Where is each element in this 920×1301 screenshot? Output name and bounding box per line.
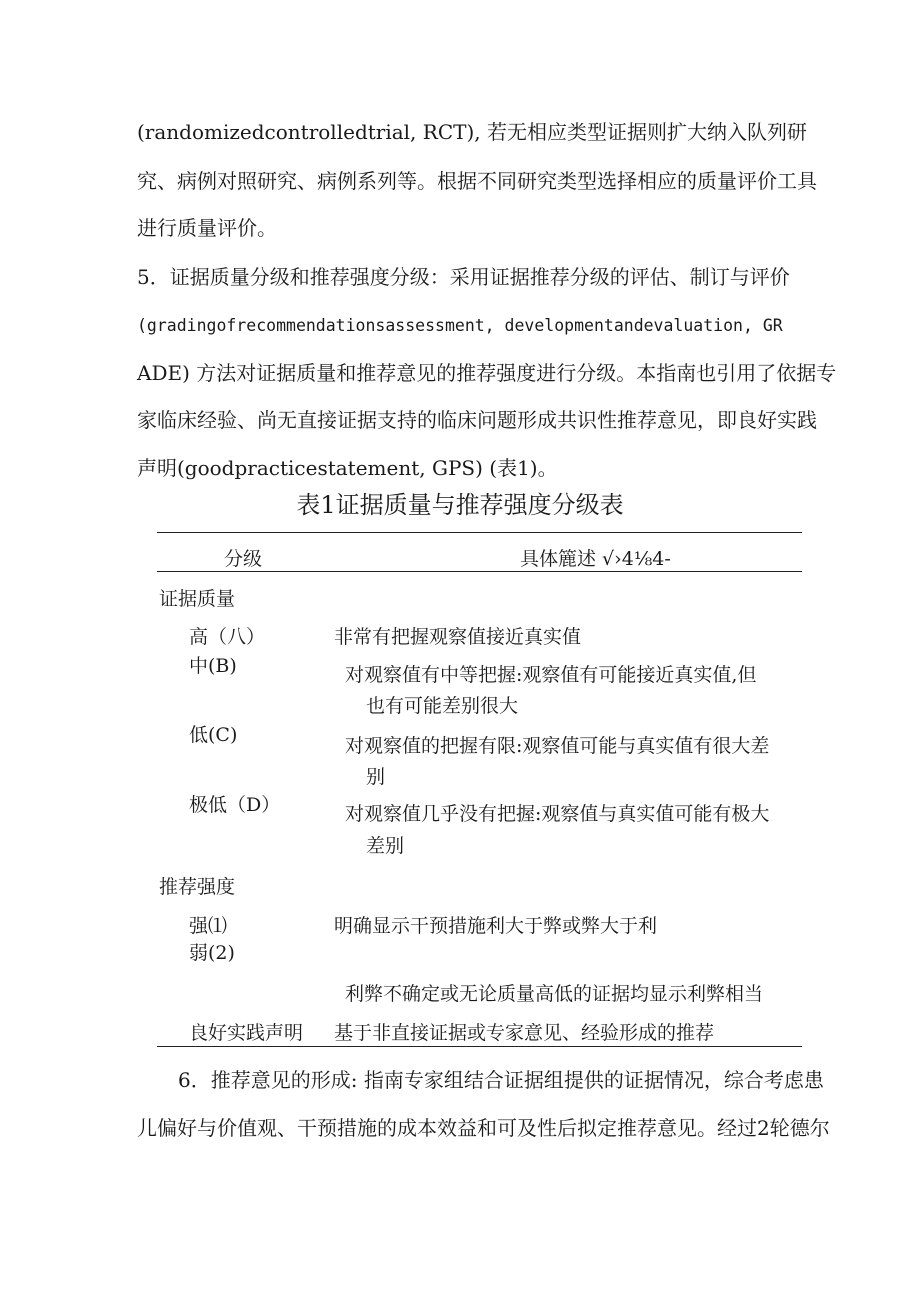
- strength-weak: 弱(2): [189, 942, 235, 964]
- grade-moderate-description: 对观察值有中等把握:观察值有可能接近真实值,但: [345, 664, 757, 686]
- text-line: 究、病例对照研究、病例系列等。根据不同研究类型选择相应的质量评价工具: [137, 169, 817, 193]
- grade-moderate-description-cont: 也有可能差别很大: [366, 695, 519, 717]
- table-header-rule: [157, 571, 802, 572]
- table-caption: 表1证据质量与推荐强度分级表: [296, 491, 624, 519]
- text-line: 儿偏好与价值观、干预措施的成本效益和可及性后拟定推荐意见。经过2轮德尔: [137, 1116, 830, 1140]
- text-line: 6．推荐意见的形成: 指南专家组结合证据组提供的证据情况，综合考虑患: [178, 1068, 824, 1092]
- table-top-rule: [157, 532, 802, 533]
- group-label-quality: 证据质量: [159, 588, 236, 610]
- group-label-strength: 推荐强度: [159, 876, 236, 898]
- grade-low-description-cont: 别: [366, 766, 386, 788]
- gps-label: 良好实践声明: [189, 1022, 304, 1044]
- grade-low-description: 对观察值的把握有限:观察值可能与真实值有很大差: [345, 735, 770, 757]
- strength-weak-description: 利弊不确定或无论质量高低的证据均显示利弊相当: [345, 983, 764, 1005]
- grade-very-low-description: 对观察值几乎没有把握:观察值与真实值可能有极大: [345, 803, 770, 825]
- text-line: 进行质量评价。: [137, 216, 277, 240]
- text-line: (gradingofrecommendationsassessment, developmentandevaluation, GR: [137, 316, 783, 335]
- grade-moderate: 中(B): [189, 655, 237, 677]
- grade-very-low-description-cont: 差别: [366, 835, 405, 857]
- text-line: 家临床经验、尚无直接证据支持的临床问题形成共识性推荐意见，即良好实践: [137, 408, 817, 432]
- grade-high: 高（八）: [189, 626, 266, 648]
- strength-strong-description: 明确显示干预措施利大于弊或弊大于利: [334, 915, 658, 937]
- table-bottom-rule: [157, 1046, 802, 1047]
- text-line: 声明(goodpracticestatement, GPS) (表1)。: [137, 456, 558, 480]
- table-header-grade: 分级: [224, 548, 263, 570]
- text-line: (randomizedcontrolledtrial, RCT), 若无相应类型证据则扩大纳入队列研: [137, 120, 807, 144]
- table-header-description: 具体簏述 √›4⅛4-: [520, 548, 671, 570]
- grade-low: 低(C): [189, 724, 238, 746]
- text-line: 5．证据质量分级和推荐强度分级：采用证据推荐分级的评估、制订与评价: [137, 265, 790, 289]
- text-line: ADE) 方法对证据质量和推荐意见的推荐强度进行分级。本指南也引用了依据专: [137, 361, 837, 385]
- grade-high-description: 非常有把握观察值接近真实值: [334, 626, 582, 648]
- grade-very-low: 极低（D）: [189, 794, 281, 816]
- strength-strong: 强⑴: [189, 915, 228, 937]
- gps-description: 基于非直接证据或专家意见、经验形成的推荐: [334, 1022, 715, 1044]
